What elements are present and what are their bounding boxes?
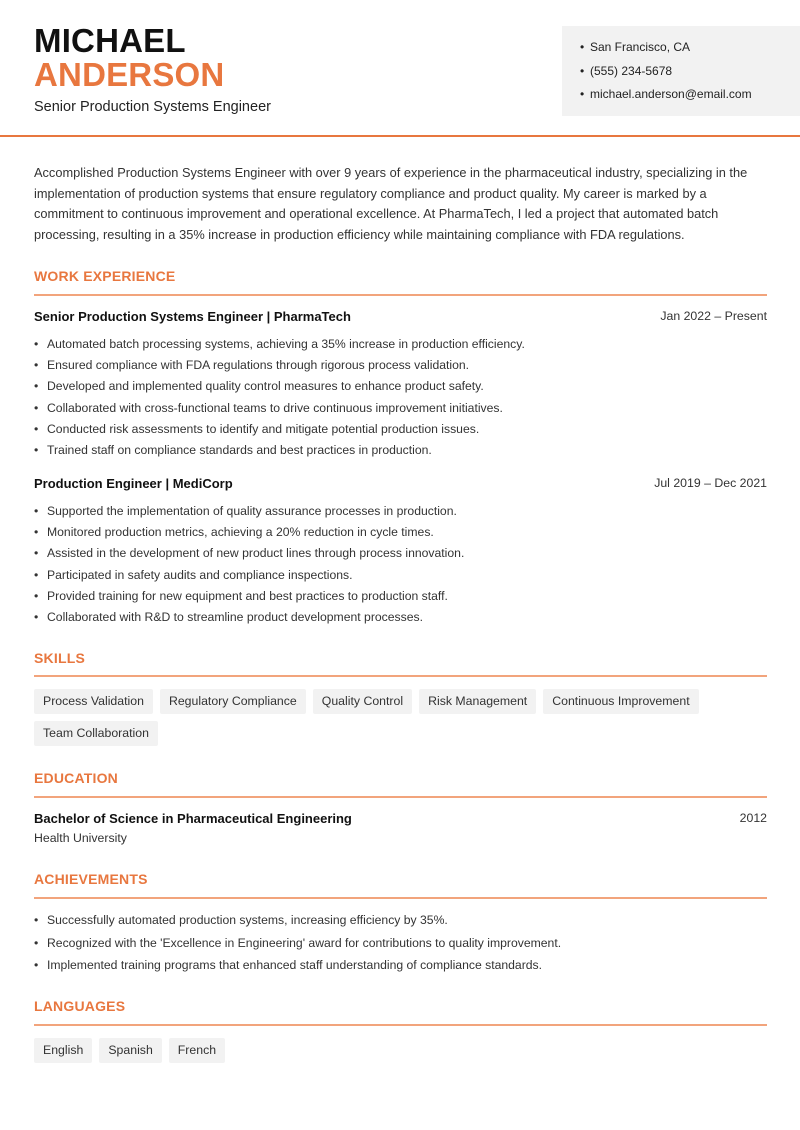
- list-item: • Developed and implemented quality control measures to enhance product safety.: [34, 378, 767, 399]
- languages-tags: [34, 1038, 774, 1070]
- skill-tag: Process Validation: [34, 689, 153, 714]
- list-item: • Trained staff on compliance standards and best practices in production.: [34, 442, 767, 463]
- list-item: • Supported the implementation of quality assurance processes in production.: [34, 503, 767, 524]
- list-item: • Automated batch processing systems, achieving a 35% increase in production efficiency.: [34, 336, 767, 357]
- skill-tag: Risk Management: [419, 689, 536, 714]
- job-title: Senior Production Systems Engineer: [34, 99, 271, 115]
- section-title-work: WORK EXPERIENCE: [34, 268, 176, 284]
- skill-tag: Continuous Improvement: [543, 689, 698, 714]
- contact-box: [562, 26, 800, 116]
- skills-tags: [34, 689, 774, 753]
- list-item: • Implemented training programs that enhanced staff understanding of compliance standards.: [34, 957, 767, 980]
- education-year: 2012: [739, 811, 767, 825]
- section-title-achievements: ACHIEVEMENTS: [34, 871, 148, 887]
- job-bullets: [34, 503, 767, 630]
- job-role: Senior Production Systems Engineer | PharmaTech: [34, 309, 351, 324]
- section-title-skills: SKILLS: [34, 650, 85, 666]
- section-title-languages: LANGUAGES: [34, 998, 126, 1014]
- list-item: • Participated in safety audits and compliance inspections.: [34, 567, 767, 588]
- list-item: • Collaborated with cross-functional teams to drive continuous improvement initiatives.: [34, 400, 767, 421]
- list-item: • Provided training for new equipment and best practices to production staff.: [34, 588, 767, 609]
- section-rule: [34, 294, 767, 296]
- job-dates: Jul 2019 – Dec 2021: [654, 476, 767, 490]
- section-rule: [34, 897, 767, 899]
- contact-phone: • (555) 234-5678: [580, 62, 800, 86]
- skill-tag: Quality Control: [313, 689, 412, 714]
- section-rule: [34, 796, 767, 798]
- job-bullets: [34, 336, 767, 463]
- summary: Accomplished Production Systems Engineer with over 9 years of experience in the pharmaceutical industry, specializing in the implementation of production systems that ensure regulatory compliance and product quality. My career is marked by a commitment to continuous improvement and operational excellence. At PharmaTech, I led a project that automated batch processing, resulting in a 35% increase in production efficiency while maintaining compliance with FDA regulations.: [34, 165, 748, 242]
- section-rule: [34, 675, 767, 677]
- section-rule: [34, 1024, 767, 1026]
- skill-tag: Regulatory Compliance: [160, 689, 306, 714]
- last-name: ANDERSON: [34, 56, 225, 93]
- contact-email: • michael.anderson@email.com: [580, 85, 800, 109]
- list-item: • Collaborated with R&D to streamline product development processes.: [34, 609, 767, 630]
- job-header: [34, 309, 767, 327]
- contact-location: • San Francisco, CA: [580, 38, 800, 62]
- list-item: • Monitored production metrics, achieving a 20% reduction in cycle times.: [34, 524, 767, 545]
- language-tag: French: [169, 1038, 225, 1063]
- list-item: • Successfully automated production systems, increasing efficiency by 35%.: [34, 912, 767, 935]
- education-degree: Bachelor of Science in Pharmaceutical Engineering: [34, 811, 352, 826]
- list-item: • Conducted risk assessments to identify and mitigate potential production issues.: [34, 421, 767, 442]
- language-tag: Spanish: [99, 1038, 161, 1063]
- list-item: • Recognized with the 'Excellence in Engineering' award for contributions to quality improvement.: [34, 935, 767, 958]
- section-title-education: EDUCATION: [34, 770, 118, 786]
- first-name: MICHAEL: [34, 22, 186, 59]
- job-header: [34, 476, 767, 494]
- education-school: Health University: [34, 831, 127, 845]
- achievements-list: [34, 912, 767, 980]
- list-item: • Ensured compliance with FDA regulations through rigorous process validation.: [34, 357, 767, 378]
- job-dates: Jan 2022 – Present: [660, 309, 767, 323]
- job-role: Production Engineer | MediCorp: [34, 476, 233, 491]
- list-item: • Assisted in the development of new product lines through process innovation.: [34, 545, 767, 566]
- skill-tag: Team Collaboration: [34, 721, 158, 746]
- resume-header: [0, 0, 800, 137]
- language-tag: English: [34, 1038, 92, 1063]
